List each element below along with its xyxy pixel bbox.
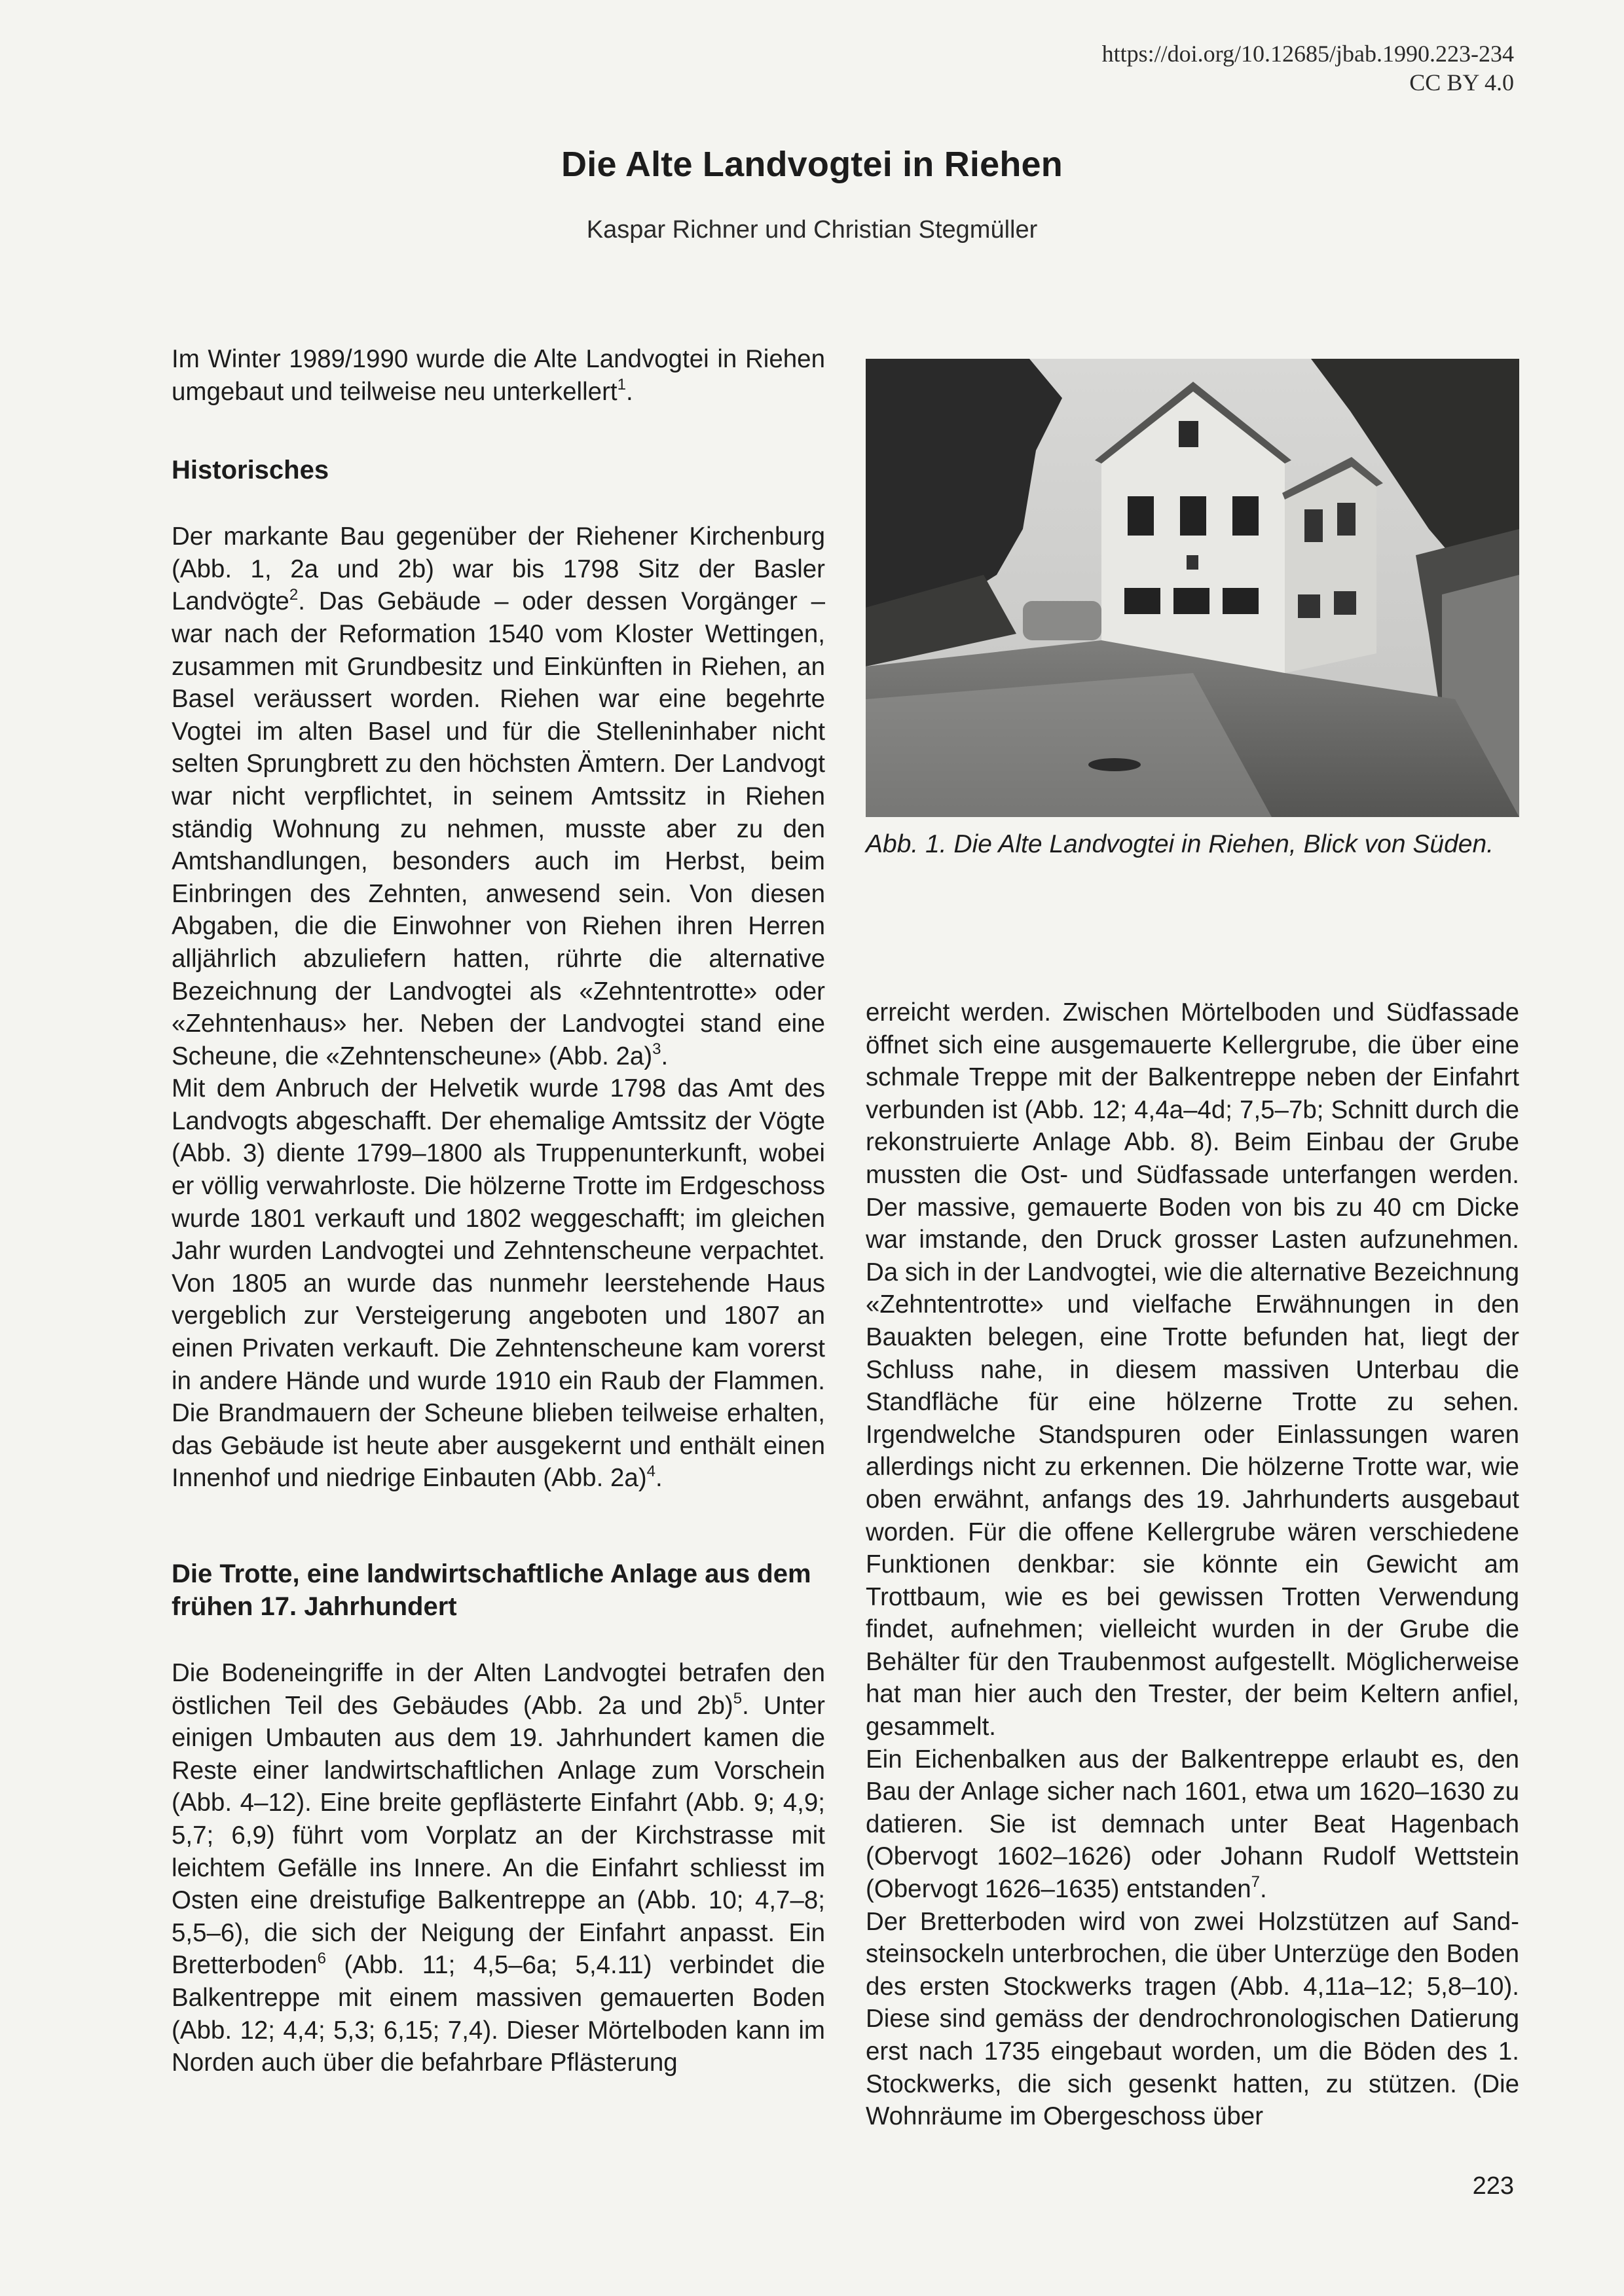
figure-caption: Abb. 1. Die Alte Landvogtei in Riehen, Blick von Süden. <box>866 830 1494 858</box>
building-photo-illustration <box>866 359 1519 817</box>
left-column <box>172 343 825 2079</box>
footnote-ref[interactable]: 6 <box>317 1949 326 1967</box>
body-paragraph: Mit dem Anbruch der Helvetik wurde 1798 das Amt des Landvogts abgeschafft. Der ehemalige Amtssitz der Vögte (Abb. 3) diente 1799–1800 als Truppenunterkunft, wobei er völlig verwahrloste. Die hölzerne Trotte im Erdgeschoss wurde 1801 verkauft und 1802 weggeschafft; im gleichen Jahr wurden Landvogtei und Zehntenscheune verpachtet. Von 1805 an wurde das nunmehr leerstehende Haus vergeblich zur Versteigerung angeboten und 1807 an einen Privaten verkauft. Die Zehntenscheune kam vorerst in andere Hände und wurde 1910 ein Raub der Flammen. Die Brandmauern der Scheune blieben teilweise erhalten, das Gebäude ist heute aber ausgekernt und enthält einen Innenhof und niedrige Einbauten (Abb. 2a)$^4$. <box>172 1074 825 1493</box>
doi-block <box>1102 39 1514 97</box>
license-label: CC BY 4.0 <box>1409 69 1514 96</box>
footnote-ref[interactable]: 3 <box>652 1040 661 1058</box>
section-heading-trotte: Die Trotte, eine landwirtschaftliche Anlage aus dem frühen 17. Jahrhundert <box>172 1559 811 1621</box>
section-heading-historisches: Historisches <box>172 456 329 485</box>
footnote-ref[interactable]: 5 <box>733 1689 743 1707</box>
footnote-ref[interactable]: 4 <box>646 1462 655 1480</box>
body-paragraph: Die Bodeneingriffe in der Alten Landvogtei betrafen den östlichen Teil des Gebäudes (Abb. 2a und 2b)$^5$. Unter einigen Umbauten aus dem 19. Jahrhundert kamen die Reste einer landwirtschaftlichen Anlage zum Vorschein (Abb. 4–12). Eine breite gepflästerte Einfahrt (Abb. 9; 4,9; 5,7; 6,9) führt vom Vorplatz an der Kirchstrasse mit leichtem Gefälle ins Innere. An die Einfahrt schliesst im Osten eine dreistufige Balkentreppe an (Abb. 10; 4,7–8; 5,5–6), die sich der Neigung der Einfahrt anpasst. Ein Bretterboden$^6$ (Abb. 11; 4,5–6a; 5,4.11) verbindet die Balkentreppe mit einem massiven gemauerten Boden (Abb. 12; 4,4; 5,3; 6,15; 7,4). Dieser Mörtelboden kann im Norden auch über die befahrbare Pflästerung <box>172 1659 825 2077</box>
body-paragraph: erreicht werden. Zwischen Mörtelboden und Südfassade öffnet sich eine ausgemauerte Kellergrube, die über eine schmale Treppe mit der Balkentreppe neben der Einfahrt verbunden ist (Abb. 12; 4,4a–4d; 7,5–7b; Schnitt durch die rekonstruierte Anlage Abb. 8). Beim Einbau der Grube mussten die Ost- und Südfassade unterfangen werden. Der massive, gemauerte Boden von bis zu 40 cm Dicke war imstande, den Druck grosser Lasten aufzunehmen. Da sich in der Landvogtei, wie die alternative Bezeichnung «Zehntentrotte» und vielfache Erwähnungen in den Bauakten belegen, eine Trotte befunden hat, liegt der Schluss nahe, in diesem massiven Unterbau die Standfläche für eine hölzerne Trotte zu sehen. Irgendwelche Standspuren oder Einlassungen waren allerdings nicht zu erkennen. Die hölzerne Trotte war, wie oben erwähnt, anfangs des 19. Jahrhunderts ausgebaut worden. Für die offene Kellergrube wären verschiedene Funktionen denkbar: sie könnte ein Gewicht am Trottbaum, wie es bei gewissen Trotten Verwendung findet, aufnehmen; vielleicht wurden in der Grube die Behälter für den Traubenmost aufgestellt. Möglicherweise hat man hier auch den Trester, der beim Keltern anfiel, gesammelt. <box>866 998 1519 1741</box>
doi-link[interactable]: https://doi.org/10.12685/jbab.1990.223-234 <box>1101 41 1514 67</box>
article-title: Die Alte Landvogtei in Riehen <box>561 145 1063 184</box>
footnote-ref[interactable]: 7 <box>1251 1873 1260 1891</box>
body-paragraph: Der markante Bau gegenüber der Riehener Kirchenburg (Abb. 1, 2a und 2b) war bis 1798 Sitz der Basler Landvögte$^2$. Das Gebäude – oder dessen Vorgänger – war nach der Reformation 1540 vom Kloster Wettingen, zusammen mit Grundbesitz und Einkünften in Riehen, an Basel veräussert worden. Riehen war eine begehrte Vogtei im alten Basel und für die Stelleninhaber nicht selten Sprungbrett zu den höchsten Ämtern. Der Landvogt war nicht verpflichtet, in seinem Amtssitz in Riehen ständig Wohnung zu nehmen, musste aber zu den Amtshandlungen, besonders auch im Herbst, beim Einbringen des Zehnten, anwesend sein. Von diesen Abgaben, die die Einwohner von Riehen ihren Herren alljährlich abzuliefern hatten, rührte die alternative Bezeichnung der Landvogtei als «Zehntentrotte» oder «Zehntenhaus» her. Neben der Landvogtei stand eine Scheune, die «Zehntenscheune» (Abb. 2a)$^3$. <box>172 522 825 1070</box>
footnote-ref[interactable]: 1 <box>617 375 626 393</box>
figure-photo-landvogtei <box>866 359 1519 817</box>
page-number: 223 <box>1472 2172 1514 2200</box>
body-paragraph: Ein Eichenbalken aus der Balkentreppe erlaubt es, den Bau der Anlage sicher nach 1601, etwa um 1620–1630 zu datieren. Sie ist demnach unter Beat Hagenbach (Obervogt 1602–1626) oder Johann Rudolf Wettstein (Obervogt 1626–1635) entstanden$^7$. <box>866 1745 1519 1904</box>
body-paragraph: Der Bretterboden wird von zwei Holzstützen auf Sandsteinsockeln unterbrochen, die über Unterzüge den Boden des ersten Stockwerks tragen (Abb. 4,11a–12; 5,8–10). Diese sind gemäss der dendrochronologischen Datierung erst nach 1735 eingebaut worden, um die Böden des 1. Stockwerks, die sich gesenkt hatten, zu stützen. (Die Wohnräume im Obergeschoss über <box>866 1907 1519 2131</box>
right-column <box>866 996 1519 2133</box>
intro-paragraph: Im Winter 1989/1990 wurde die Alte Landvogtei in Riehen umgebaut und teilweise neu unterkellert$^1$. <box>172 345 825 406</box>
footnote-ref[interactable]: 2 <box>289 585 299 604</box>
article-authors: Kaspar Richner und Christian Stegmüller <box>586 216 1038 244</box>
